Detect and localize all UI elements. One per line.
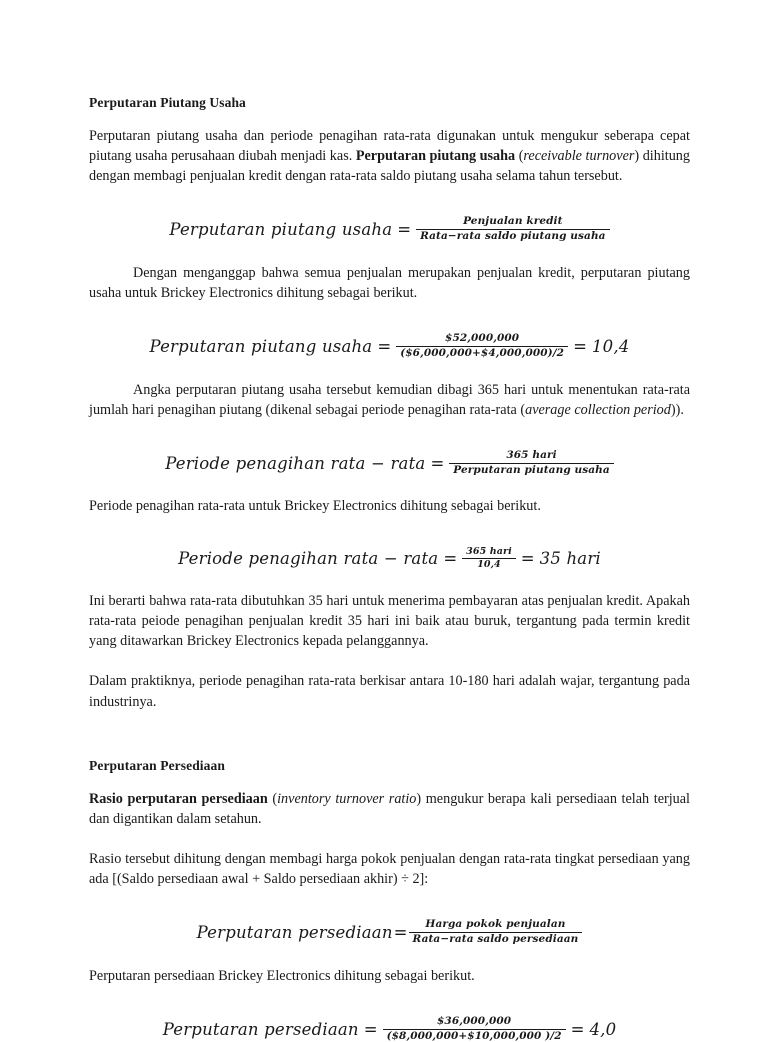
after-formula-2-italic: average collection period <box>525 401 671 418</box>
document-content <box>89 95 690 1042</box>
formula-perputaran-piutang-definition <box>89 216 690 243</box>
formula-4-fraction <box>462 547 516 571</box>
persediaan-bold-term: Rasio perputaran persediaan <box>89 790 268 807</box>
formula-6-equals: = <box>363 1019 378 1039</box>
formula-5-equals: = <box>393 922 408 942</box>
formula-perputaran-persediaan-calculation <box>89 1016 690 1042</box>
formula-perputaran-persediaan-definition <box>89 919 690 946</box>
paragraph-before-formula-6: Perputaran persediaan Brickey Electronics dihitung sebagai berikut. <box>89 967 475 984</box>
formula-3-denominator: Perputaran piutang usaha <box>453 463 610 476</box>
paragraph-conclusion-2: Dalam praktiknya, periode penagihan rata-rata berkisar antara 10-180 hari adalah wajar, tergantung pada industrinya. <box>89 673 690 710</box>
section-heading-piutang: Perputaran Piutang Usaha <box>89 95 246 110</box>
formula-6-numerator: $36,000,000 <box>437 1014 512 1027</box>
formula-2-fraction <box>396 333 568 360</box>
intro-italic-term: receivable turnover <box>523 148 635 165</box>
formula-6-fraction <box>383 1016 566 1042</box>
formula-perputaran-piutang-calculation <box>89 333 690 360</box>
formula-4-lhs: Periode penagihan rata − rata <box>178 549 439 569</box>
formula-2-numerator: $52,000,000 <box>445 332 520 345</box>
formula-1-lhs: Perputaran piutang usaha <box>169 220 393 240</box>
formula-1-fraction <box>416 216 610 243</box>
after-formula-2-text-b: )). <box>670 401 684 418</box>
formula-2-lhs: Perputaran piutang usaha <box>149 336 373 356</box>
formula-1-equals: = <box>397 220 412 240</box>
formula-2-equals: = <box>377 336 392 356</box>
paragraph-intro-persediaan <box>89 789 690 829</box>
intro-bold-term: Perputaran piutang usaha <box>355 148 516 165</box>
formula-4-result: 35 hari <box>539 549 601 569</box>
paragraph-intro-piutang <box>89 126 690 186</box>
formula-3-equals: = <box>430 453 445 473</box>
formula-2-equals-2: = <box>573 336 587 356</box>
paragraph-after-formula-2 <box>89 380 690 420</box>
formula-4-equals-2: = <box>520 549 535 569</box>
intro-text-part-2: ( <box>515 148 524 165</box>
intro-text-part-3: ) dihitung dengan membagi penjualan kredit dengan rata-rata saldo piutang usaha selama tahun tersebut. <box>89 148 690 185</box>
after-formula-2-text-a: Angka perputaran piutang usaha tersebut kemudian dibagi 365 hari untuk menentukan rata-rata jumlah hari penagihan piutang (dikenal sebagai periode penagihan rata-rata ( <box>89 381 690 418</box>
formula-6-result: 4,0 <box>589 1019 617 1039</box>
paragraph-before-formula-4: Periode penagihan rata-rata untuk Brickey Electronics dihitung sebagai berikut. <box>89 498 541 515</box>
formula-4-denominator: 10,4 <box>477 559 501 571</box>
paragraph-after-formula-1: Dengan menganggap bahwa semua penjualan merupakan penjualan kredit, perputaran piutang usaha untuk Brickey Electronics dihitung sebagai berikut. <box>89 264 690 301</box>
formula-periode-penagihan-calculation <box>89 547 690 571</box>
formula-6-lhs: Perputaran persediaan <box>162 1019 359 1039</box>
formula-5-fraction <box>409 919 583 946</box>
persediaan-text-part-1: ( <box>267 790 278 807</box>
formula-5-numerator: Harga pokok penjualan <box>425 918 566 931</box>
formula-1-denominator: Rata−rata saldo piutang usaha <box>420 230 606 243</box>
formula-5-lhs: Perputaran persediaan <box>196 922 393 942</box>
intro-text-part-1: Perputaran piutang usaha dan periode penagihan rata-rata digunakan untuk mengukur seberapa cepat piutang usaha perusahaan diubah menjadi kas. <box>89 127 690 165</box>
formula-6-equals-2: = <box>570 1019 585 1039</box>
formula-6-denominator: ($8,000,000+$10,000,000 )/2 <box>386 1029 562 1042</box>
formula-4-equals: = <box>443 549 458 569</box>
formula-1-numerator: Penjualan kredit <box>463 215 563 228</box>
formula-3-lhs: Periode penagihan rata − rata <box>165 453 426 473</box>
persediaan-italic-term: inventory turnover ratio <box>277 790 417 807</box>
paragraph-conclusion-1: Ini berarti bahwa rata-rata dibutuhkan 35 hari untuk menerima pembayaran atas penjualan kredit. Apakah rata-rata peiode penagihan penjualan kredit 35 hari ini baik atau buruk, tergantung pada termin kredit yang ditawarkan Brickey Electronics kepada pelanggannya. <box>89 592 690 650</box>
formula-2-denominator: ($6,000,000+$4,000,000)/2 <box>400 346 565 359</box>
formula-3-numerator: 365 hari <box>506 448 557 461</box>
formula-3-fraction <box>449 450 614 477</box>
formula-2-result: 10,4 <box>591 336 630 356</box>
formula-5-denominator: Rata−rata saldo persediaan <box>412 932 579 945</box>
paragraph-persediaan-method: Rasio tersebut dihitung dengan membagi harga pokok penjualan dengan rata-rata tingkat persediaan yang ada [(Saldo persediaan awal + Saldo persediaan akhir) ÷ 2]: <box>89 850 690 887</box>
formula-4-numerator: 365 hari <box>466 545 512 557</box>
section-heading-persediaan: Perputaran Persediaan <box>89 757 225 773</box>
formula-periode-penagihan-definition <box>89 450 690 477</box>
persediaan-text-part-2: ) mengukur berapa kali persediaan telah terjual dan digantikan dalam setahun. <box>89 790 690 827</box>
